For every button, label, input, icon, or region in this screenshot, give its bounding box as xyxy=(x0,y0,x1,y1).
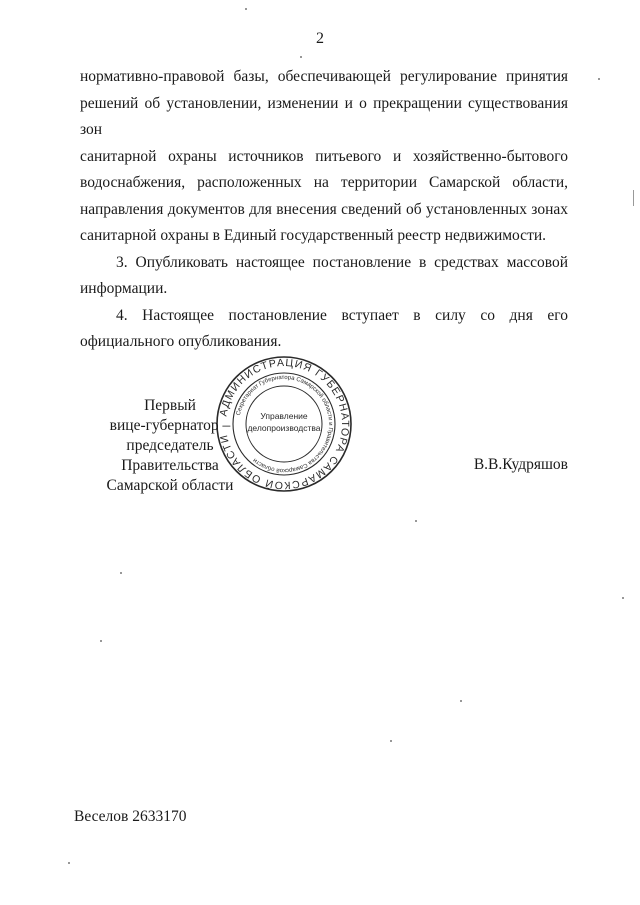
signatory-title-line: Самарской области xyxy=(106,477,234,494)
text-line: санитарной охраны источников питьевого и хозяйственно-бытового xyxy=(80,147,568,165)
signatory-title xyxy=(80,396,260,496)
seal-inner-text: Секретариат Губернатора Самарской области и Правительства Самарской области xyxy=(235,374,334,474)
paragraph-3 xyxy=(80,250,568,303)
document-body xyxy=(80,64,568,356)
text-line: информации. xyxy=(80,280,168,297)
scan-speck xyxy=(598,78,600,80)
paragraph-continued xyxy=(80,64,568,250)
executor-contact: Веселов 2633170 xyxy=(74,808,187,825)
text-line: нормативно-правовой базы, обеспечивающей регулирование принятия xyxy=(80,68,568,85)
text-line: водоснабжения, расположенных на территории Самарской области, xyxy=(80,174,568,191)
text-line: санитарной охраны в Единый государственный реестр недвижимости. xyxy=(80,227,547,244)
signatory-title-line: председатель Правительства xyxy=(121,437,219,474)
signatory-name: В.В.Кудряшов xyxy=(473,456,568,473)
scan-speck xyxy=(100,640,102,642)
text-line: 3. Опубликовать настоящее постановление в средствах массовой xyxy=(116,253,568,271)
scan-speck xyxy=(390,740,392,742)
scan-speck xyxy=(120,572,122,574)
scan-speck xyxy=(245,8,247,10)
scan-speck xyxy=(300,56,302,58)
seal-center-line-2: делопроизводства xyxy=(247,423,321,433)
paragraph-4 xyxy=(80,303,568,356)
text-line: направления документов для внесения сведений об установленных зонах xyxy=(80,200,568,218)
scan-speck xyxy=(460,700,462,702)
seal-center-line-1: Управление xyxy=(260,411,308,421)
text-line: решений об установлении, изменении и о прекращении существования зон xyxy=(80,94,568,138)
text-line: официального опубликования. xyxy=(80,333,282,350)
signatory-title-line: Первый xyxy=(144,397,196,414)
text-line: 4. Настоящее постановление вступает в силу со дня его xyxy=(116,306,568,324)
signatory-title-line: вице-губернатор – xyxy=(109,417,231,434)
seal-outer-text: АДМИНИСТРАЦИЯ ГУБЕРНАТОРА САМАРСКОЙ ОБЛАСТИ xyxy=(217,356,352,492)
scan-mark xyxy=(633,190,634,206)
page-number: 2 xyxy=(316,30,324,47)
scan-speck xyxy=(622,597,624,599)
scan-speck xyxy=(68,862,70,864)
scan-speck xyxy=(415,520,417,522)
